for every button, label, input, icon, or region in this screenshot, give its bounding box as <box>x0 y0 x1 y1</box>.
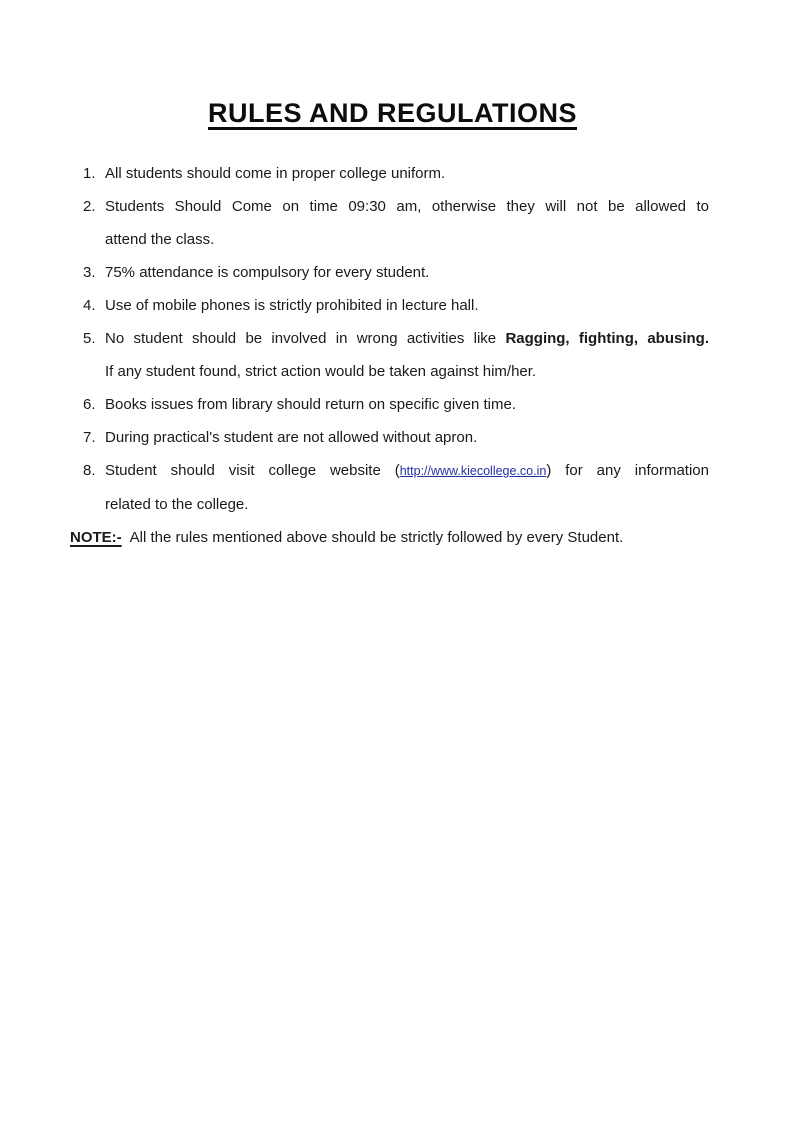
rule-text: All students should come in proper college uniform. <box>105 165 446 182</box>
rule-number: 7. <box>83 429 96 446</box>
page-title <box>70 97 715 129</box>
rule-number: 1. <box>83 165 96 182</box>
rule-number: 5. <box>83 330 96 347</box>
rule-item <box>70 289 709 322</box>
rule-line <box>105 289 709 322</box>
rule-text: Student should visit college website ( <box>105 462 400 479</box>
rule-line <box>105 355 709 388</box>
rule-item <box>70 322 709 388</box>
note-line <box>70 521 709 554</box>
rule-text-bold: Ragging, fighting, abusing. <box>505 330 709 347</box>
page-title-text: RULES AND REGULATIONS <box>207 98 577 128</box>
rule-line <box>105 388 709 421</box>
document-page <box>0 97 791 1121</box>
rule-text: During practical's student are not allowed without apron. <box>105 429 478 446</box>
note-label: NOTE:- <box>70 529 122 546</box>
rule-line <box>105 256 709 289</box>
rule-line <box>105 322 709 355</box>
rule-item <box>70 256 709 289</box>
rule-text: 75% attendance is compulsory for every student. <box>105 264 430 281</box>
rule-line <box>105 454 709 488</box>
rule-item <box>70 157 709 190</box>
rule-item <box>70 454 709 521</box>
rule-line <box>105 421 709 454</box>
rule-text: If any student found, strict action would be taken against him/her. <box>105 363 537 380</box>
rule-text: Students Should Come on time 09:30 am, otherwise they will not be allowed to <box>105 198 709 215</box>
rule-line <box>105 190 709 223</box>
document-body <box>70 157 709 554</box>
rule-number: 3. <box>83 264 96 281</box>
college-website-link[interactable]: http://www.kiecollege.co.in <box>399 464 547 478</box>
rule-number: 6. <box>83 396 96 413</box>
rule-line <box>105 488 709 521</box>
rule-number: 4. <box>83 297 96 314</box>
rule-text: attend the class. <box>105 231 215 248</box>
rule-text: Use of mobile phones is strictly prohibited in lecture hall. <box>105 297 479 314</box>
rule-item <box>70 190 709 256</box>
rule-number: 8. <box>83 462 96 479</box>
rule-line <box>105 157 709 190</box>
rules-list <box>70 157 709 521</box>
rule-text: Books issues from library should return on specific given time. <box>105 396 517 413</box>
rule-item <box>70 388 709 421</box>
rule-line <box>105 223 709 256</box>
rule-text: related to the college. <box>105 496 249 513</box>
rule-number: 2. <box>83 198 96 215</box>
note-text: All the rules mentioned above should be strictly followed by every Student. <box>129 529 624 546</box>
rule-text: ) for any information <box>546 462 709 479</box>
rule-text: No student should be involved in wrong activities like <box>105 330 506 347</box>
rule-item <box>70 421 709 454</box>
